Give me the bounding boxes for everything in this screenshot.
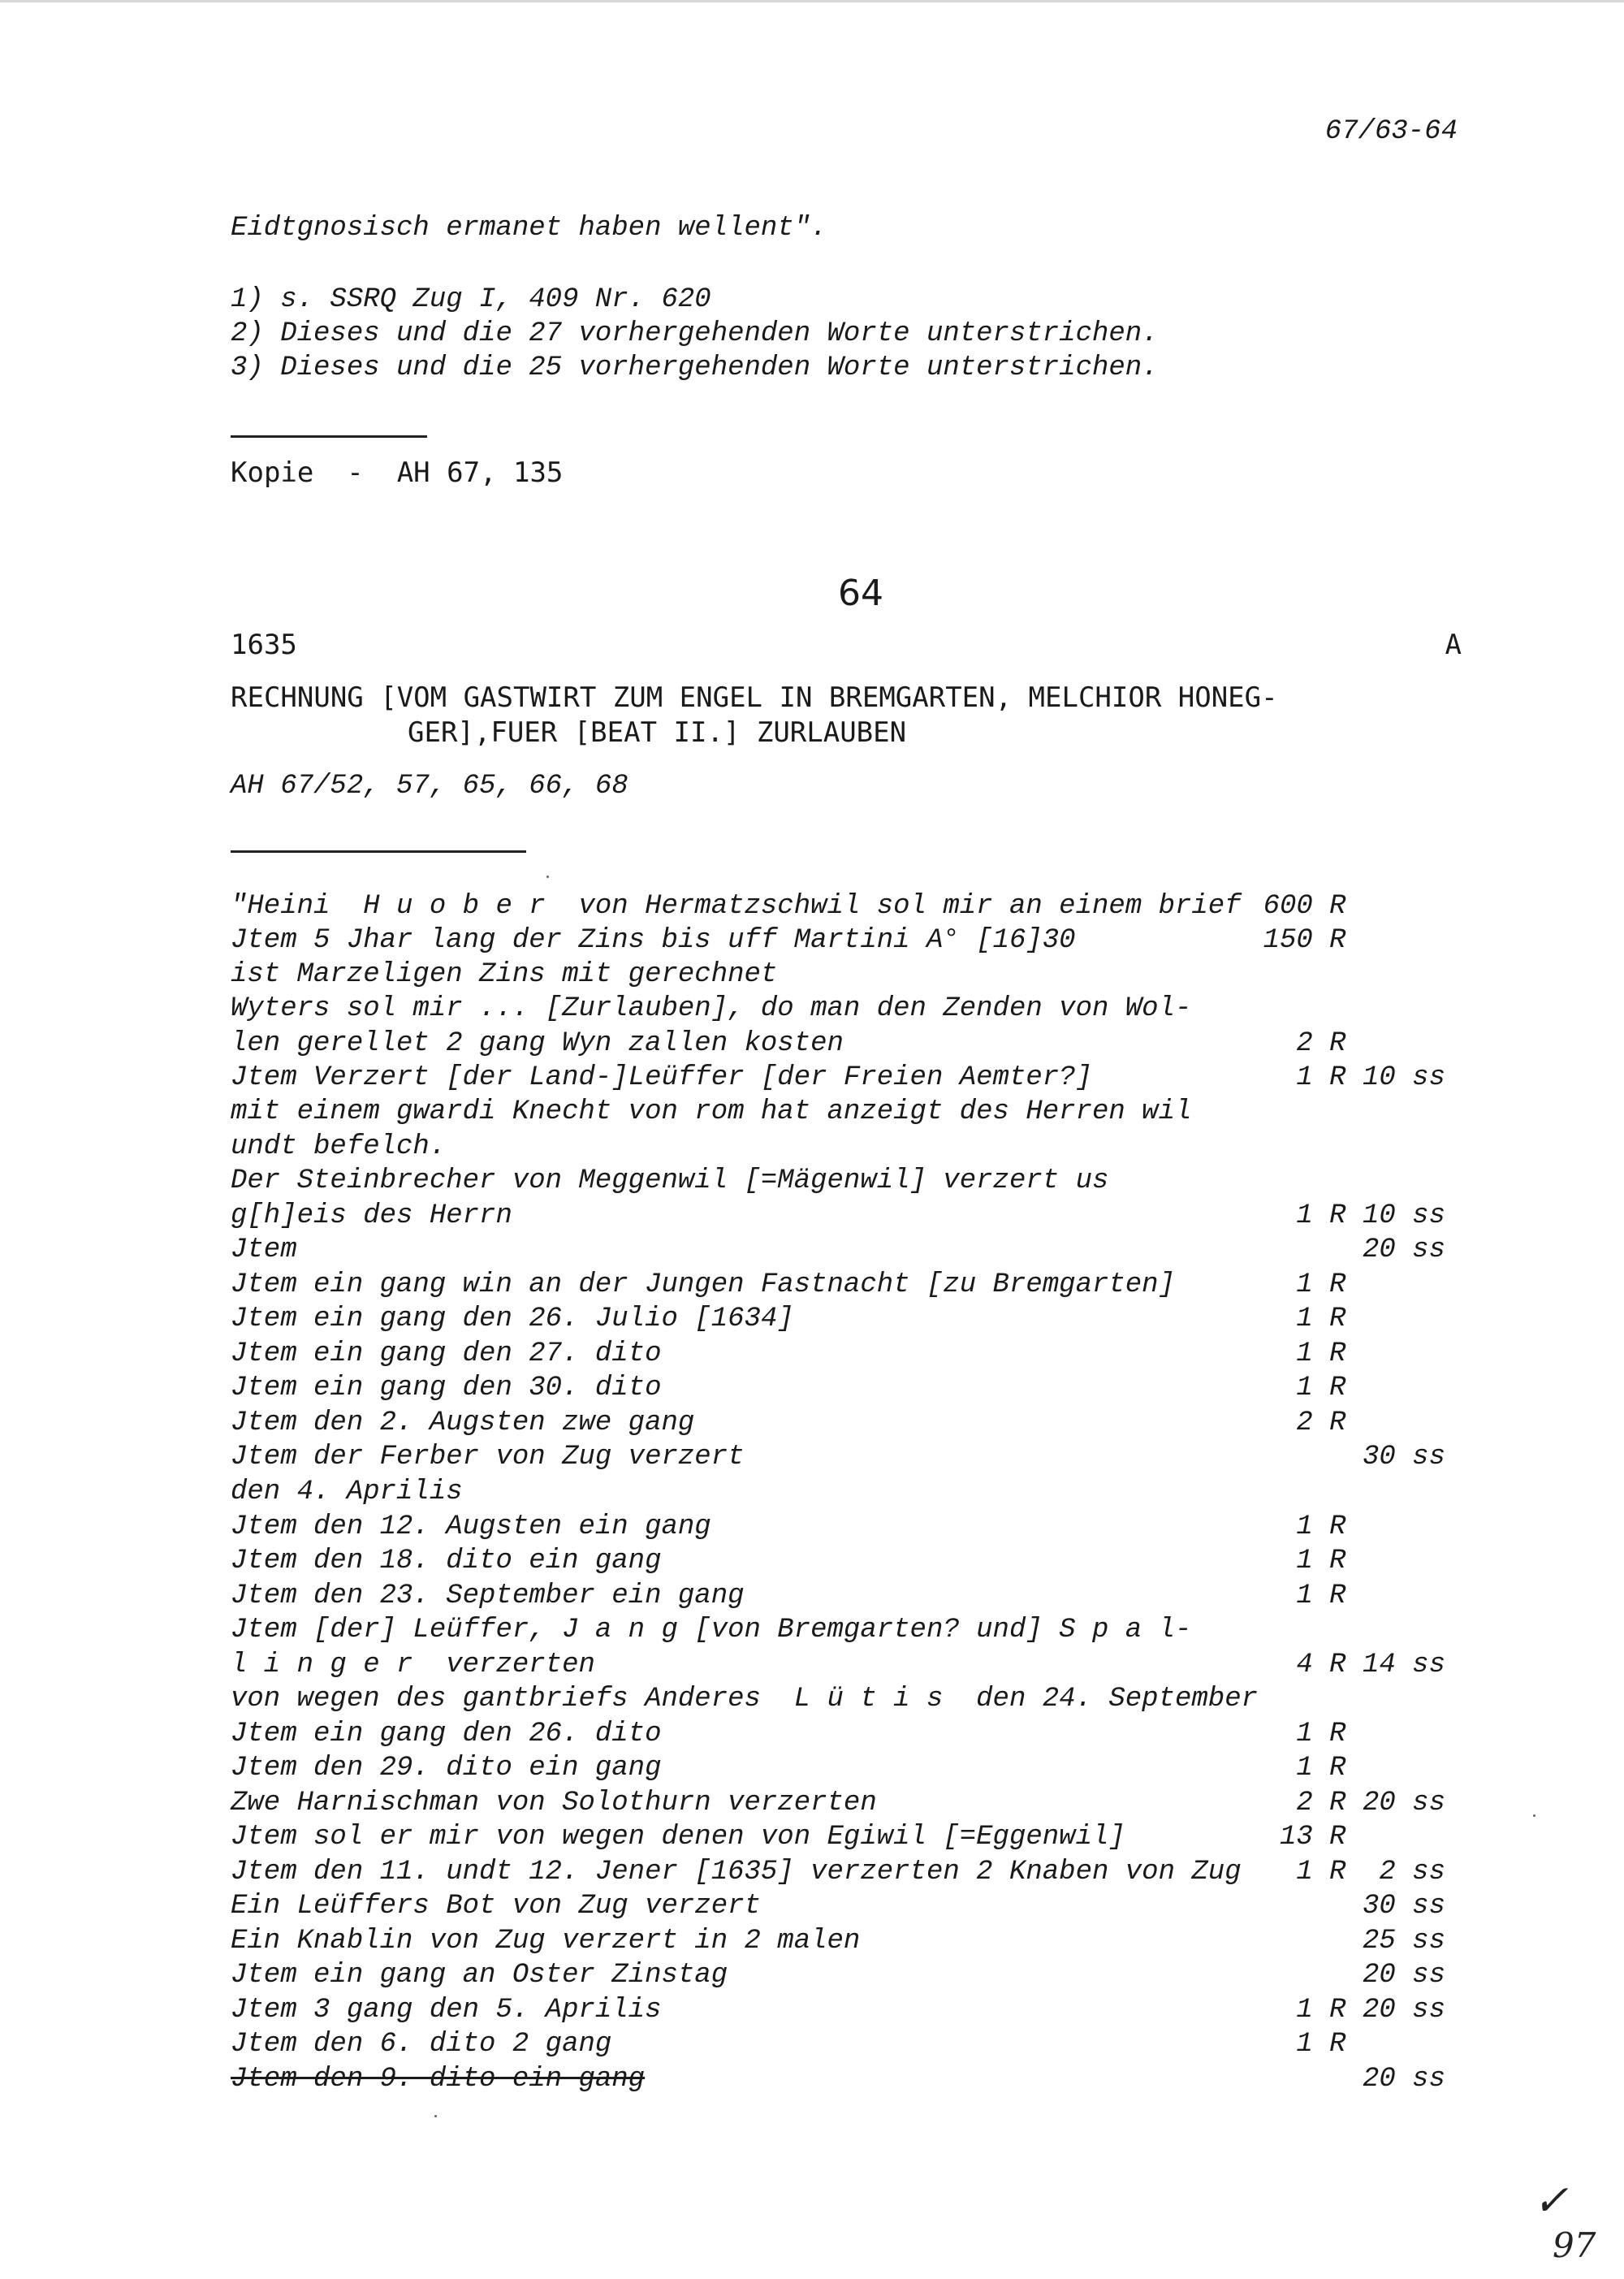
entry-row — [0, 1373, 1624, 1407]
entry-text: Jtem Verzert [der Land-]Leüffer [der Freien Aemter?] — [231, 1062, 1092, 1093]
entry-text: Jtem ein gang den 26. Julio [1634] — [231, 1304, 794, 1334]
entry-amount: 20 ss — [1362, 2064, 1445, 2095]
entry-text: Jtem ein gang an Oster Zinstag — [231, 1960, 728, 1991]
entry-amount: 1 R 2 ss — [1296, 1857, 1445, 1888]
footnote-2: 2) Dieses und die 27 vorhergehenden Worte unterstrichen. — [231, 318, 1159, 349]
footnote-3: 3) Dieses und die 25 vorhergehenden Worte unterstrichen. — [231, 352, 1159, 383]
entry-text: Jtem ein gang den 30. dito — [231, 1373, 662, 1403]
entry-text: Jtem den 2. Augsten zwe gang — [231, 1408, 695, 1438]
entry-row — [0, 1650, 1624, 1684]
entry-amount: 1 R 10 ss — [1296, 1062, 1445, 1093]
entry-text: Jtem den 6. dito 2 gang — [231, 2029, 612, 2060]
entry-text: Jtem den 9. dito ein gang — [231, 2064, 646, 2095]
scan-speck — [434, 2115, 437, 2117]
entry-row — [0, 1200, 1624, 1235]
entry-row — [0, 1235, 1624, 1269]
entry-row — [0, 1477, 1624, 1511]
scan-speck — [546, 876, 549, 878]
section-divider — [231, 435, 427, 438]
entry-row — [0, 1269, 1624, 1304]
entry-text: Jtem sol er mir von wegen denen von Egiwil [=Eggenwil] — [231, 1822, 1125, 1853]
kopie-reference: Kopie - AH 67, 135 — [231, 456, 564, 489]
entry-row — [0, 1788, 1624, 1822]
entry-amount: 1 R — [1296, 1269, 1445, 1300]
archive-references: AH 67/52, 57, 65, 66, 68 — [231, 771, 628, 802]
entry-amount: 30 ss — [1362, 1442, 1445, 1472]
entry-amount: 1 R — [1296, 1581, 1445, 1611]
entry-row — [0, 1581, 1624, 1615]
entry-text: Jtem den 11. undt 12. Jener [1635] verzerten 2 Knaben von Zug — [231, 1857, 1242, 1888]
entry-row — [0, 1546, 1624, 1580]
entry-row — [0, 1719, 1624, 1753]
entry-text: Jtem ein gang win an der Jungen Fastnacht [zu Bremgarten] — [231, 1269, 1175, 1300]
entry-amount: 1 R — [1296, 1338, 1445, 1369]
entry-amount: 25 ss — [1362, 1926, 1445, 1957]
entry-amount: 600 R — [1263, 891, 1445, 922]
entry-text: "Heini H u o b e r von Hermatzschwil sol mir an einem brief — [231, 891, 1242, 922]
entry-row — [0, 1857, 1624, 1891]
document-letter: A — [1445, 629, 1462, 661]
document-title-line-2: GER],FUER [BEAT II.] ZURLAUBEN — [408, 716, 907, 749]
handwritten-checkmark: ✓ — [1533, 2177, 1569, 2225]
entry-row — [0, 1165, 1624, 1200]
entry-row — [0, 891, 1624, 925]
entry-amount: 1 R — [1296, 1546, 1445, 1576]
entry-amount: 150 R — [1263, 925, 1445, 956]
document-year: 1635 — [231, 629, 297, 661]
entry-text: Ein Knablin von Zug verzert in 2 malen — [231, 1926, 861, 1957]
entry-row — [0, 1822, 1624, 1856]
entry-row — [0, 1684, 1624, 1718]
entry-text: den 4. Aprilis — [231, 1477, 463, 1507]
entry-amount: 4 R 14 ss — [1296, 1650, 1445, 1680]
entry-row — [0, 1096, 1624, 1131]
entry-amount: 2 R — [1296, 1028, 1445, 1059]
entry-text: Jtem ein gang den 26. dito — [231, 1719, 662, 1749]
entry-amount: 13 R — [1279, 1822, 1445, 1853]
entry-row — [0, 959, 1624, 993]
entry-text: l i n g e r verzerten — [231, 1650, 595, 1680]
entry-text: mit einem gwardi Knecht von rom hat anzeigt des Herren wil — [231, 1096, 1192, 1127]
entry-amount: 1 R — [1296, 1753, 1445, 1784]
entry-amount: 20 ss — [1362, 1235, 1445, 1265]
entry-text: Ein Leüffers Bot von Zug verzert — [231, 1891, 761, 1922]
entry-row — [0, 1511, 1624, 1546]
entry-text: ist Marzeligen Zins mit gerechnet — [231, 959, 778, 990]
entry-row — [0, 1960, 1624, 1994]
entry-row — [0, 1442, 1624, 1476]
entry-text: g[h]eis des Herrn — [231, 1200, 512, 1231]
entry-amount: 1 R 20 ss — [1296, 1995, 1445, 2026]
entry-text: Jtem [der] Leüffer, J a n g [von Bremgarten? und] S p a l- — [231, 1615, 1192, 1645]
entry-text: undt befelch. — [231, 1131, 447, 1162]
document-title-line-1: RECHNUNG [VOM GASTWIRT ZUM ENGEL IN BREMGARTEN, MELCHIOR HONEG- — [231, 681, 1278, 714]
entry-row — [0, 2029, 1624, 2063]
entry-row — [0, 1615, 1624, 1649]
entry-amount: 2 R — [1296, 1408, 1445, 1438]
entry-row — [0, 1338, 1624, 1373]
entry-text: Wyters sol mir ... [Zurlauben], do man den Zenden von Wol- — [231, 993, 1192, 1024]
document-number: 64 — [838, 573, 883, 614]
entry-row — [0, 1304, 1624, 1338]
entry-amount: 1 R — [1296, 1373, 1445, 1403]
entry-text: Jtem den 18. dito ein gang — [231, 1546, 662, 1576]
entry-text: Der Steinbrecher von Meggenwil [=Mägenwil] verzert us — [231, 1165, 1109, 1196]
entry-amount: 1 R 10 ss — [1296, 1200, 1445, 1231]
entry-row — [0, 2064, 1624, 2098]
entry-row — [0, 925, 1624, 959]
entry-text: Jtem ein gang den 27. dito — [231, 1338, 662, 1369]
scan-top-border — [0, 0, 1624, 2]
entry-row — [0, 1062, 1624, 1096]
entry-row — [0, 1753, 1624, 1787]
section-divider-2 — [231, 850, 526, 853]
entry-row — [0, 1995, 1624, 2029]
entry-amount: 1 R — [1296, 1304, 1445, 1334]
entry-row — [0, 1926, 1624, 1960]
entry-text: von wegen des gantbriefs Anderes L ü t i s den 24. September — [231, 1684, 1259, 1715]
entry-row — [0, 1131, 1624, 1165]
entry-amount: 1 R — [1296, 1719, 1445, 1749]
entry-text: Jtem der Ferber von Zug verzert — [231, 1442, 745, 1472]
handwritten-page-number: 97 — [1553, 2225, 1596, 2265]
entry-amount: 20 ss — [1362, 1960, 1445, 1991]
entry-text: Jtem — [231, 1235, 297, 1265]
entry-text: Zwe Harnischman von Solothurn verzerten — [231, 1788, 877, 1818]
entry-row — [0, 1028, 1624, 1062]
quote-ending: Eidtgnosisch ermanet haben wellent". — [231, 213, 827, 244]
entry-amount: 2 R 20 ss — [1296, 1788, 1445, 1818]
entry-text: Jtem den 12. Augsten ein gang — [231, 1511, 711, 1542]
entry-text: Jtem den 23. September ein gang — [231, 1581, 745, 1611]
scan-speck — [1533, 1814, 1535, 1817]
entry-row — [0, 1891, 1624, 1925]
entry-amount: 1 R — [1296, 2029, 1445, 2060]
entry-text: len gerellet 2 gang Wyn zallen kosten — [231, 1028, 844, 1059]
entry-amount: 1 R — [1296, 1511, 1445, 1542]
entry-text: Jtem 5 Jhar lang der Zins bis uff Martini A° [16]30 — [231, 925, 1076, 956]
entry-text: Jtem den 29. dito ein gang — [231, 1753, 662, 1784]
entry-text: Jtem 3 gang den 5. Aprilis — [231, 1995, 662, 2026]
entry-amount: 30 ss — [1362, 1891, 1445, 1922]
footnote-1: 1) s. SSRQ Zug I, 409 Nr. 620 — [231, 284, 711, 315]
entry-row — [0, 1408, 1624, 1442]
entry-row — [0, 993, 1624, 1027]
page-reference: 67/63-64 — [1324, 116, 1458, 147]
